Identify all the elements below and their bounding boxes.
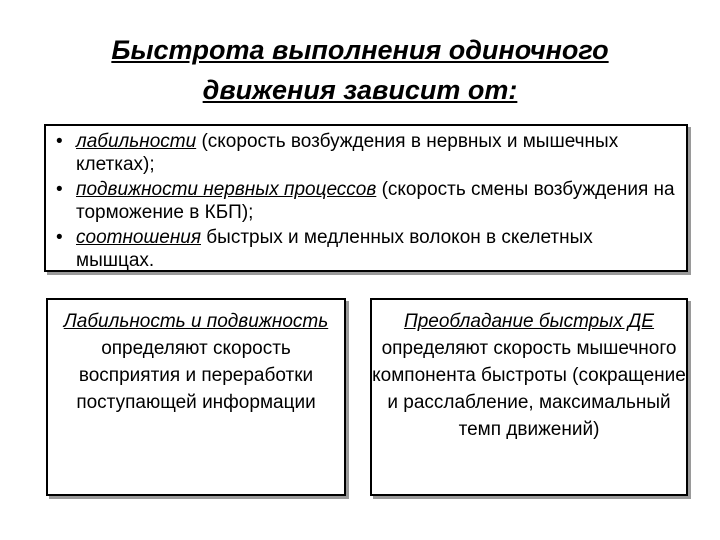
factor-term: лабильности — [76, 131, 197, 152]
factor-description: быстрых и медленных волокон в скелетных мышцах. — [76, 227, 593, 271]
slide-title — [40, 30, 680, 110]
factors-list — [54, 130, 676, 272]
factors-box — [44, 124, 688, 272]
fast-units-card-body: определяют скорость мышечного компонента быстроты (сокращение и расслабление, максимальный темп движений) — [372, 338, 686, 440]
title-line-1: Быстрота выполнения одиночного — [111, 35, 609, 65]
bullet-icon: • — [56, 179, 63, 200]
lability-card-body: определяют скорость восприятия и переработки поступающей информации — [76, 338, 316, 413]
fast-units-card — [370, 298, 688, 496]
list-item — [54, 178, 676, 224]
factor-description: (скорость смены возбуждения на торможение в КБП); — [76, 179, 675, 223]
factor-term: соотношения — [76, 227, 201, 248]
fast-units-card-heading: Преобладание быстрых ДЕ — [403, 311, 655, 332]
factor-term: подвижности нервных процессов — [76, 179, 377, 200]
lability-card-heading: Лабильность и подвижность — [63, 311, 329, 332]
lability-card — [46, 298, 346, 496]
bullet-icon: • — [56, 227, 63, 248]
factor-description: (скорость возбуждения в нервных и мышечных клетках); — [76, 131, 619, 175]
title-line-2: движения зависит от: — [202, 75, 518, 105]
list-item — [54, 130, 676, 176]
bullet-icon: • — [56, 131, 63, 152]
list-item — [54, 226, 676, 272]
